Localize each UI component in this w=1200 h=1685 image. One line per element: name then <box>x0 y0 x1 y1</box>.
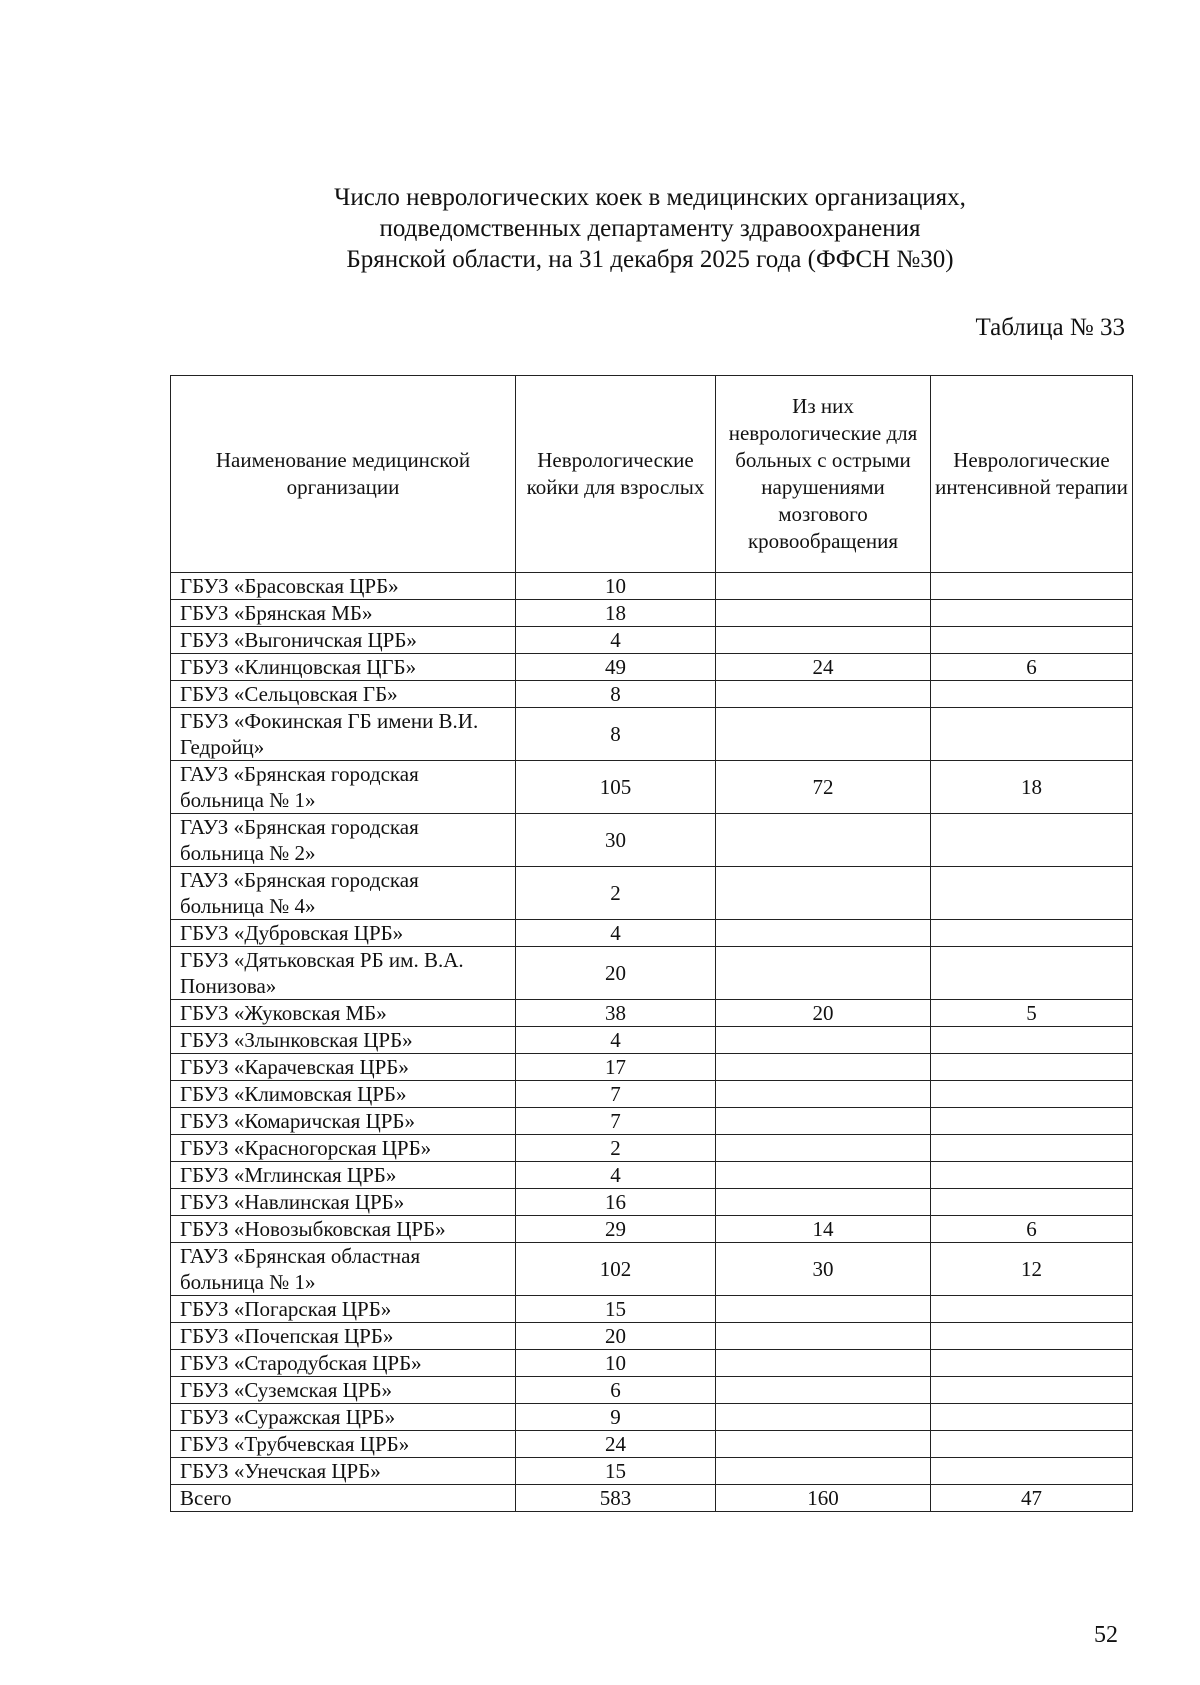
table-row <box>171 573 1133 600</box>
acute-stroke-beds-cell <box>716 1189 931 1216</box>
acute-stroke-beds-cell <box>716 708 931 761</box>
acute-stroke-beds-cell: 20 <box>716 1000 931 1027</box>
adult-beds-cell: 2 <box>516 867 716 920</box>
organization-name-cell: ГБУЗ «Жуковская МБ» <box>171 1000 516 1027</box>
table-header-row <box>171 376 1133 573</box>
intensive-care-beds-cell <box>931 708 1133 761</box>
organization-name-cell: ГАУЗ «Брянская областная больница № 1» <box>171 1243 516 1296</box>
organization-name-cell: ГБУЗ «Карачевская ЦРБ» <box>171 1054 516 1081</box>
table-row <box>171 600 1133 627</box>
table-row <box>171 654 1133 681</box>
organization-name-cell: ГБУЗ «Погарская ЦРБ» <box>171 1296 516 1323</box>
adult-beds-cell: 4 <box>516 920 716 947</box>
table-row <box>171 1350 1133 1377</box>
acute-stroke-beds-cell <box>716 947 931 1000</box>
table-row <box>171 1431 1133 1458</box>
organization-name-cell: ГБУЗ «Новозыбковская ЦРБ» <box>171 1216 516 1243</box>
adult-beds-cell: 16 <box>516 1189 716 1216</box>
table-row <box>171 1216 1133 1243</box>
adult-beds-cell: 20 <box>516 947 716 1000</box>
organization-name-cell: ГБУЗ «Унечская ЦРБ» <box>171 1458 516 1485</box>
title-line-1: Число неврологических коек в медицинских организациях, <box>334 184 966 211</box>
adult-beds-cell: 4 <box>516 1027 716 1054</box>
intensive-care-beds-cell: 6 <box>931 1216 1133 1243</box>
intensive-care-beds-cell: 5 <box>931 1000 1133 1027</box>
table-row <box>171 920 1133 947</box>
intensive-care-beds-cell <box>931 1377 1133 1404</box>
acute-stroke-beds-cell <box>716 1458 931 1485</box>
intensive-care-beds-cell <box>931 600 1133 627</box>
adult-beds-cell: 105 <box>516 761 716 814</box>
title-line-2: подведомственных департаменту здравоохранения <box>379 215 921 242</box>
intensive-care-beds-cell <box>931 573 1133 600</box>
acute-stroke-beds-cell <box>716 1323 931 1350</box>
organization-name-cell: ГБУЗ «Брасовская ЦРБ» <box>171 573 516 600</box>
intensive-care-beds-cell <box>931 681 1133 708</box>
intensive-care-beds-cell <box>931 947 1133 1000</box>
adult-beds-cell: 8 <box>516 681 716 708</box>
table-row <box>171 1135 1133 1162</box>
header-organization: Наименование медицинской организации <box>171 376 516 573</box>
table-row <box>171 761 1133 814</box>
adult-beds-cell: 10 <box>516 1350 716 1377</box>
intensive-care-beds-cell <box>931 1404 1133 1431</box>
document-title <box>170 182 1130 275</box>
organization-name-cell: ГБУЗ «Дубровская ЦРБ» <box>171 920 516 947</box>
intensive-care-beds-cell <box>931 814 1133 867</box>
adult-beds-cell: 15 <box>516 1458 716 1485</box>
acute-stroke-beds-cell <box>716 627 931 654</box>
organization-name-cell: ГАУЗ «Брянская городская больница № 4» <box>171 867 516 920</box>
organization-name-cell: ГБУЗ «Сельцовская ГБ» <box>171 681 516 708</box>
table-number: Таблица № 33 <box>975 314 1125 341</box>
intensive-care-beds-cell <box>931 1081 1133 1108</box>
title-line-3: Брянской области, на 31 декабря 2025 года (ФФСН №30) <box>346 246 954 273</box>
header-adult-beds: Неврологические койки для взрослых <box>516 376 716 573</box>
organization-name-cell: ГБУЗ «Фокинская ГБ имени В.И. Гедройц» <box>171 708 516 761</box>
intensive-care-beds-cell <box>931 1189 1133 1216</box>
table-row <box>171 627 1133 654</box>
intensive-care-beds-cell <box>931 1135 1133 1162</box>
acute-stroke-beds-cell <box>716 681 931 708</box>
acute-stroke-beds-cell <box>716 1108 931 1135</box>
organization-name-cell: ГБУЗ «Трубчевская ЦРБ» <box>171 1431 516 1458</box>
neurology-beds-table <box>170 375 1133 1512</box>
table-row <box>171 1027 1133 1054</box>
acute-stroke-beds-cell <box>716 920 931 947</box>
adult-beds-cell: 29 <box>516 1216 716 1243</box>
table-row <box>171 1404 1133 1431</box>
adult-beds-cell: 49 <box>516 654 716 681</box>
intensive-care-beds-cell <box>931 1162 1133 1189</box>
total-intensive-care-beds: 47 <box>931 1485 1133 1512</box>
table-row <box>171 1458 1133 1485</box>
table-row <box>171 1000 1133 1027</box>
table-row <box>171 1081 1133 1108</box>
acute-stroke-beds-cell <box>716 1296 931 1323</box>
table-total-row <box>171 1485 1133 1512</box>
organization-name-cell: ГБУЗ «Злынковская ЦРБ» <box>171 1027 516 1054</box>
acute-stroke-beds-cell <box>716 1054 931 1081</box>
organization-name-cell: ГБУЗ «Дятьковская РБ им. В.А. Понизова» <box>171 947 516 1000</box>
table-row <box>171 708 1133 761</box>
organization-name-cell: ГБУЗ «Выгоничская ЦРБ» <box>171 627 516 654</box>
intensive-care-beds-cell <box>931 1350 1133 1377</box>
acute-stroke-beds-cell <box>716 1350 931 1377</box>
organization-name-cell: ГБУЗ «Суземская ЦРБ» <box>171 1377 516 1404</box>
adult-beds-cell: 38 <box>516 1000 716 1027</box>
organization-name-cell: ГБУЗ «Стародубская ЦРБ» <box>171 1350 516 1377</box>
organization-name-cell: ГБУЗ «Красногорская ЦРБ» <box>171 1135 516 1162</box>
adult-beds-cell: 2 <box>516 1135 716 1162</box>
adult-beds-cell: 30 <box>516 814 716 867</box>
intensive-care-beds-cell <box>931 1296 1133 1323</box>
organization-name-cell: ГБУЗ «Навлинская ЦРБ» <box>171 1189 516 1216</box>
adult-beds-cell: 102 <box>516 1243 716 1296</box>
adult-beds-cell: 8 <box>516 708 716 761</box>
header-intensive-care-beds: Неврологические интенсивной терапии <box>931 376 1133 573</box>
table-row <box>171 1243 1133 1296</box>
organization-name-cell: ГБУЗ «Мглинская ЦРБ» <box>171 1162 516 1189</box>
intensive-care-beds-cell <box>931 1431 1133 1458</box>
table-row <box>171 1377 1133 1404</box>
organization-name-cell: ГБУЗ «Климовская ЦРБ» <box>171 1081 516 1108</box>
intensive-care-beds-cell <box>931 1108 1133 1135</box>
acute-stroke-beds-cell <box>716 1431 931 1458</box>
adult-beds-cell: 20 <box>516 1323 716 1350</box>
acute-stroke-beds-cell <box>716 867 931 920</box>
organization-name-cell: ГБУЗ «Брянская МБ» <box>171 600 516 627</box>
table-row <box>171 1189 1133 1216</box>
adult-beds-cell: 17 <box>516 1054 716 1081</box>
intensive-care-beds-cell: 12 <box>931 1243 1133 1296</box>
adult-beds-cell: 4 <box>516 1162 716 1189</box>
table-row <box>171 814 1133 867</box>
intensive-care-beds-cell <box>931 1054 1133 1081</box>
table-row <box>171 1296 1133 1323</box>
organization-name-cell: ГБУЗ «Почепская ЦРБ» <box>171 1323 516 1350</box>
adult-beds-cell: 6 <box>516 1377 716 1404</box>
acute-stroke-beds-cell: 14 <box>716 1216 931 1243</box>
acute-stroke-beds-cell: 24 <box>716 654 931 681</box>
organization-name-cell: ГАУЗ «Брянская городская больница № 2» <box>171 814 516 867</box>
table-body <box>171 573 1133 1485</box>
adult-beds-cell: 9 <box>516 1404 716 1431</box>
adult-beds-cell: 4 <box>516 627 716 654</box>
acute-stroke-beds-cell <box>716 600 931 627</box>
acute-stroke-beds-cell <box>716 1377 931 1404</box>
adult-beds-cell: 7 <box>516 1081 716 1108</box>
table-row <box>171 1108 1133 1135</box>
table-row <box>171 867 1133 920</box>
intensive-care-beds-cell <box>931 1458 1133 1485</box>
intensive-care-beds-cell <box>931 867 1133 920</box>
total-label: Всего <box>171 1485 516 1512</box>
organization-name-cell: ГБУЗ «Клинцовская ЦГБ» <box>171 654 516 681</box>
page-number: 52 <box>1094 1622 1118 1648</box>
intensive-care-beds-cell: 18 <box>931 761 1133 814</box>
intensive-care-beds-cell <box>931 1323 1133 1350</box>
acute-stroke-beds-cell <box>716 1027 931 1054</box>
intensive-care-beds-cell: 6 <box>931 654 1133 681</box>
adult-beds-cell: 24 <box>516 1431 716 1458</box>
table-row <box>171 1162 1133 1189</box>
adult-beds-cell: 10 <box>516 573 716 600</box>
acute-stroke-beds-cell <box>716 573 931 600</box>
organization-name-cell: ГБУЗ «Комаричская ЦРБ» <box>171 1108 516 1135</box>
intensive-care-beds-cell <box>931 1027 1133 1054</box>
acute-stroke-beds-cell: 30 <box>716 1243 931 1296</box>
acute-stroke-beds-cell <box>716 1404 931 1431</box>
organization-name-cell: ГАУЗ «Брянская городская больница № 1» <box>171 761 516 814</box>
adult-beds-cell: 7 <box>516 1108 716 1135</box>
table-row <box>171 947 1133 1000</box>
adult-beds-cell: 15 <box>516 1296 716 1323</box>
adult-beds-cell: 18 <box>516 600 716 627</box>
intensive-care-beds-cell <box>931 920 1133 947</box>
total-adult-beds: 583 <box>516 1485 716 1512</box>
table-row <box>171 1054 1133 1081</box>
acute-stroke-beds-cell <box>716 1081 931 1108</box>
table-row <box>171 681 1133 708</box>
acute-stroke-beds-cell <box>716 1135 931 1162</box>
header-acute-stroke-beds: Из них неврологические для больных с острыми нарушениями мозгового кровообращения <box>716 376 931 573</box>
organization-name-cell: ГБУЗ «Суражская ЦРБ» <box>171 1404 516 1431</box>
acute-stroke-beds-cell <box>716 814 931 867</box>
total-acute-stroke-beds: 160 <box>716 1485 931 1512</box>
table-row <box>171 1323 1133 1350</box>
intensive-care-beds-cell <box>931 627 1133 654</box>
acute-stroke-beds-cell: 72 <box>716 761 931 814</box>
acute-stroke-beds-cell <box>716 1162 931 1189</box>
